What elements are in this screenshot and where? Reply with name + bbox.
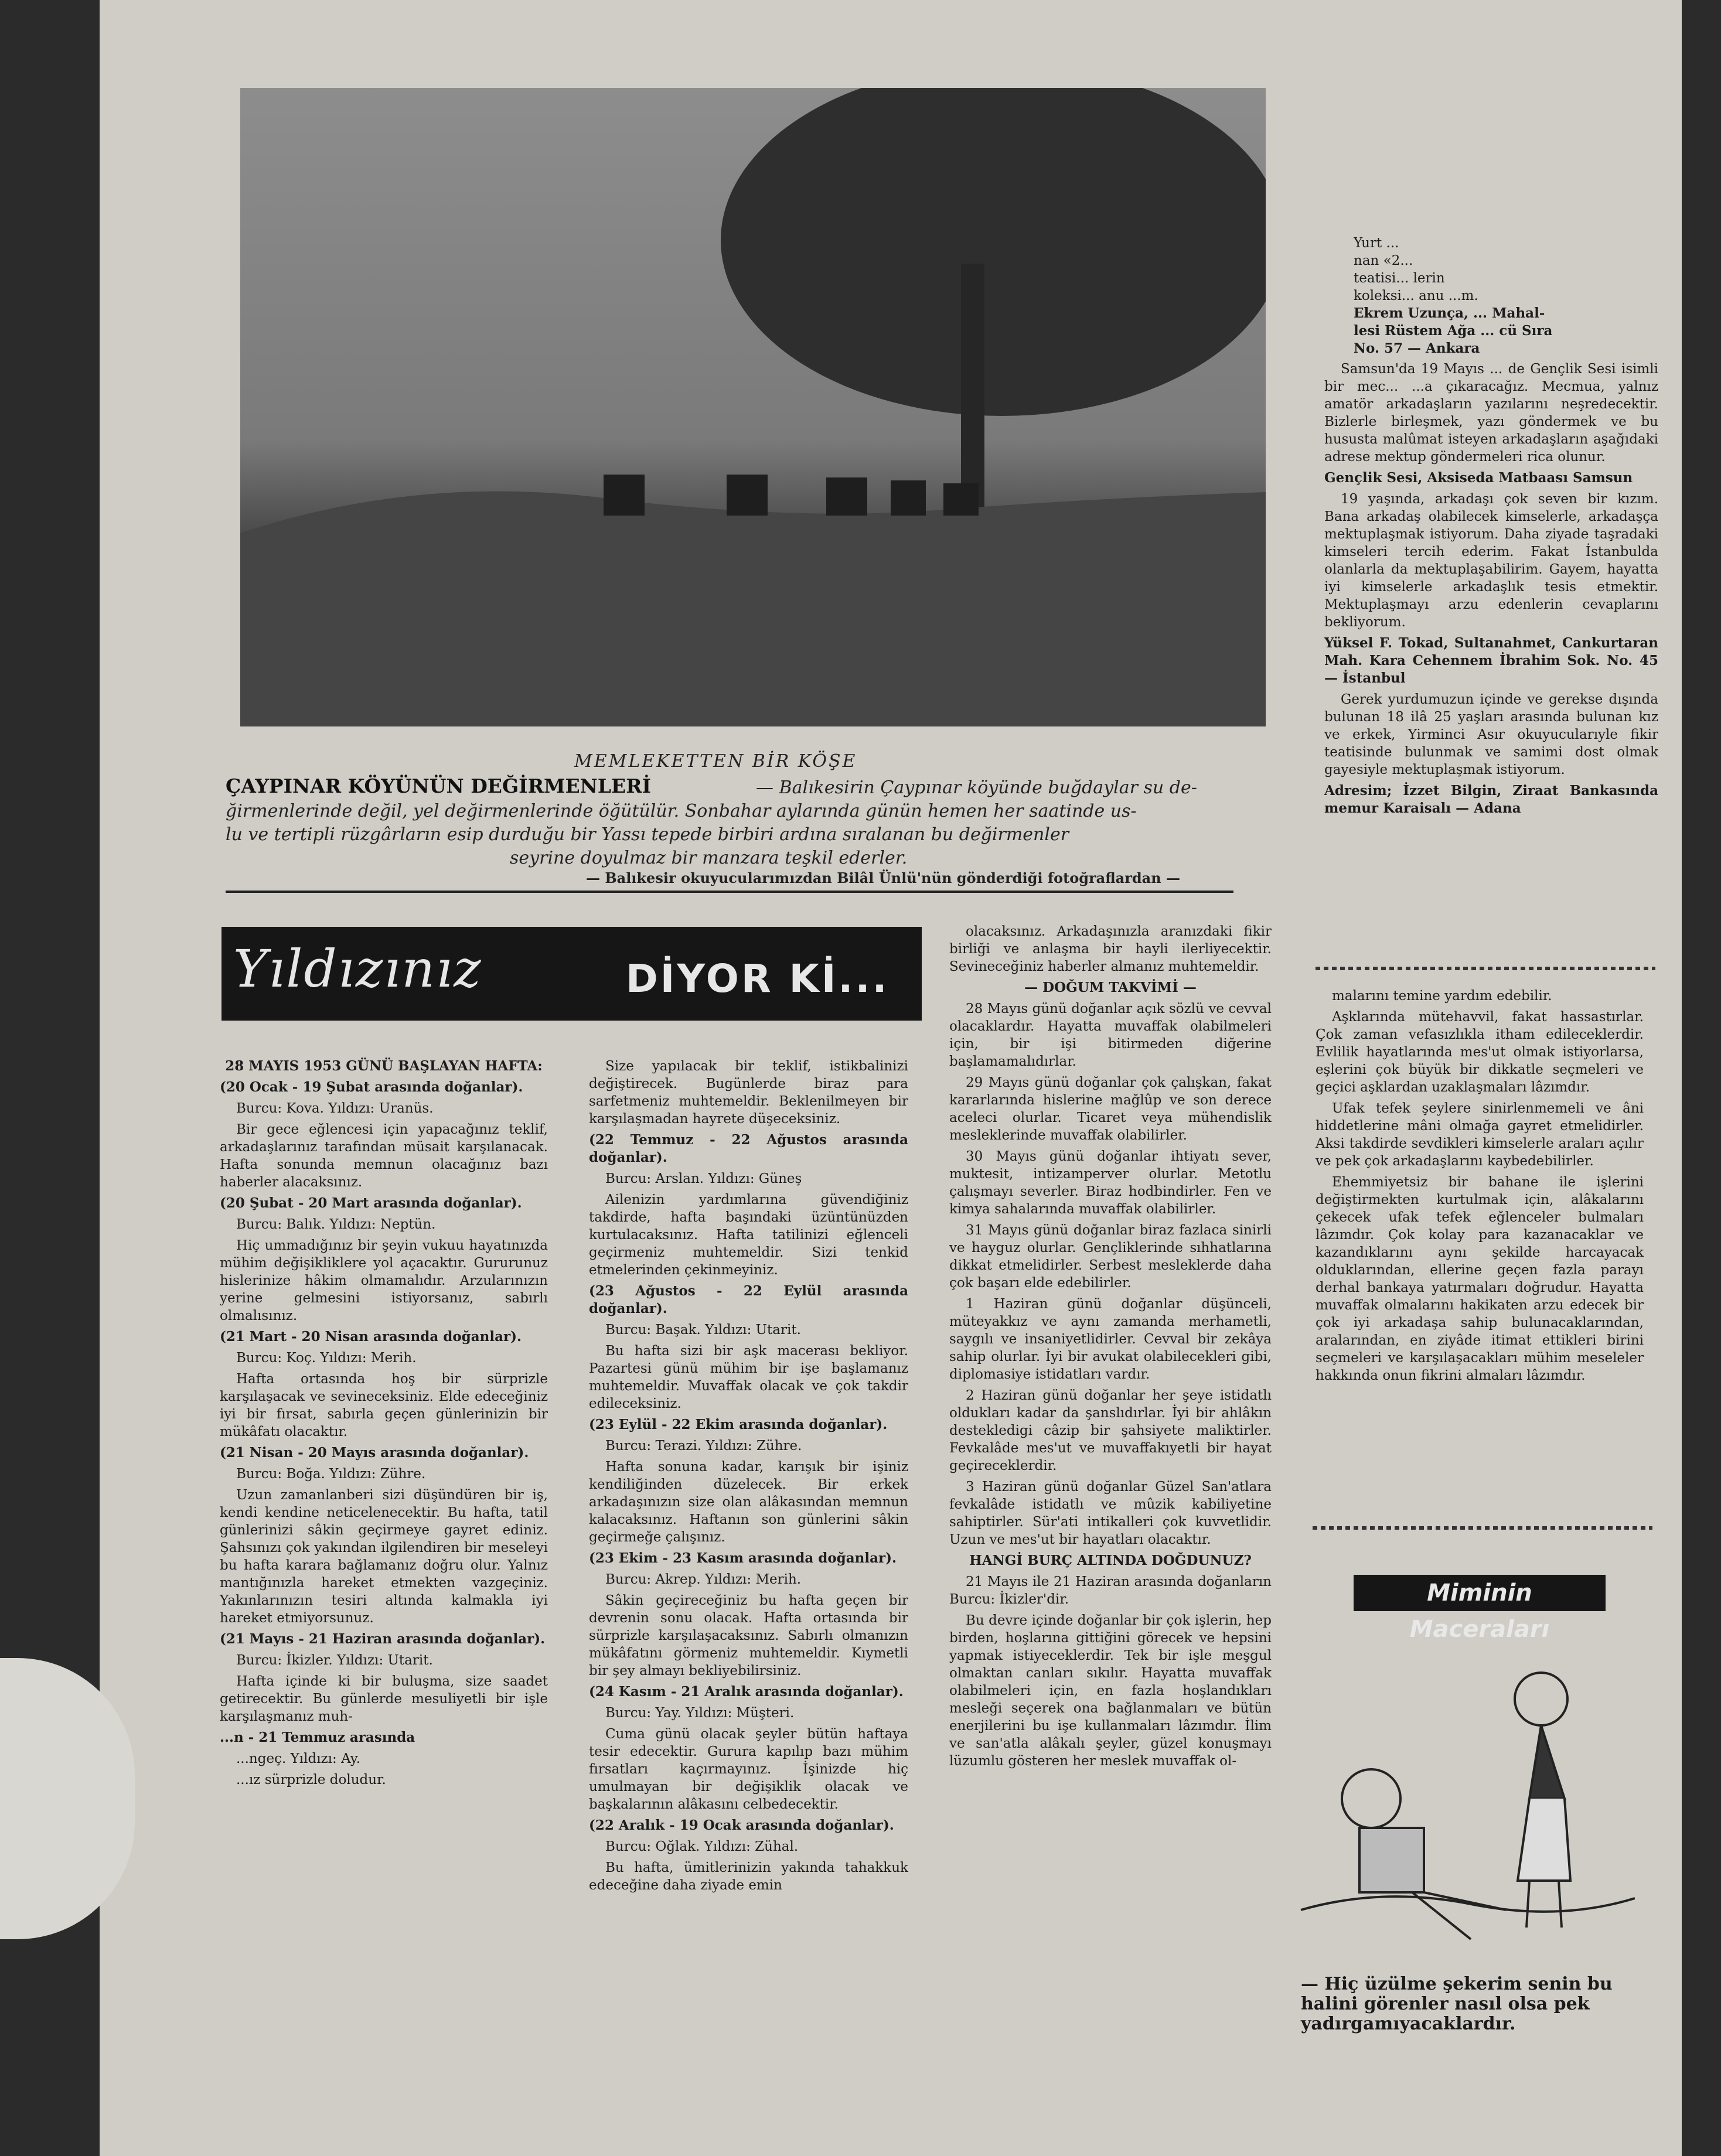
letter: Samsun'da 19 Mayıs ... de Gençlik Sesi isimli bir mec... ...a çıkaracağız. Mecmua, yalnız amatör arkadaşların yazılarını neşredecektir. Bizlerle birleşmek, yazı göndermek ve bu hususta malûmat isteyen arkadaşların aşağıdaki adrese mektup göndermeleri rica olunur. <box>1324 361 1658 465</box>
entry: Hafta sonuna kadar, karışık bir işiniz kendiliğinden düzelecek. Bir erkek arkadaşınızın size olan alâkasından memnun kalacaksınız. Haftanın son günlerini sâkin geçirmeğe çalışınız. <box>589 1459 908 1545</box>
entry: 2 Haziran günü doğanlar her şeye istidatlı oldukları kadar da şanslıdırlar. İyi bir ahlâkın destekledigi câzip bir şahsiyete maliktirler. Fevkalâde mes'ut ve muvaffakıyetli bir hayat geçireceklerdir. <box>949 1388 1272 1473</box>
entry: Burcu: Oğlak. Yıldızı: Zühal. <box>605 1839 799 1854</box>
tree-canopy <box>721 88 1266 416</box>
entry: Burcu: Başak. Yıldızı: Utarit. <box>605 1322 801 1338</box>
entry: ...n - 21 Temmuz arasında <box>220 1729 415 1745</box>
entry: Burcu: Balık. Yıldızı: Neptün. <box>236 1217 436 1232</box>
banner-script: Yıldızınız <box>233 939 482 999</box>
caption-text-1: — Balıkesirin Çaypınar köyünde buğdaylar su de- <box>756 777 1197 798</box>
caption-text-3: lu ve tertipli rüzgârların esip durduğu bir Yassı tepede birbiri ardına sıralanan bu değirmenler <box>226 824 1069 845</box>
entry: Hafta içinde ki bir buluşma, size saadet getirecektir. Bu günlerde mesuliyetli bir işle karşılaşmanız muh- <box>220 1674 548 1724</box>
entry: olacaksınız. Arkadaşınızla aranızdaki fikir birliği ve anlaşma bir hayli ilerliyecektir. Sevineceğiniz haberler almanız muhtemeldir. <box>949 924 1272 974</box>
photo-credit: — Balıkesir okuyucularımızdan Bilâl Ünlü'nün gönderdiği fotoğraflardan — <box>586 869 1181 886</box>
entry: (24 Kasım - 21 Aralık arasında doğanlar). <box>589 1684 904 1700</box>
entry: (21 Mayıs - 21 Haziran arasında doğanlar). <box>220 1631 546 1647</box>
entry: Cuma günü olacak şeyler bütün haftaya tesir edecektir. Gurura kapılıp bazı mühim fırsatları kaçırmayınız. İşinizde hiç umulmayan bir değişiklik olacak ve başkalarının alâkasını celbedecektir. <box>589 1727 908 1812</box>
entry: (22 Aralık - 19 Ocak arasında doğanlar). <box>589 1817 894 1833</box>
entry: (23 Eylül - 22 Ekim arasında doğanlar). <box>589 1417 888 1432</box>
intro: 28 MAYIS 1953 GÜNÜ BAŞLAYAN HAFTA: <box>225 1058 543 1074</box>
entry: 30 Mayıs günü doğanlar ihtiyatı sever, muktesit, intizamperver olurlar. Metotlu çalışmayı severler. Biraz hodbindirler. Fen ve kimya sahalarında muvaffak olabilirler. <box>949 1149 1272 1217</box>
entry: ...ız sürprizle doludur. <box>236 1772 386 1787</box>
entry: (23 Ekim - 23 Kasım arasında doğanlar). <box>589 1550 897 1566</box>
entry: 21 Mayıs ile 21 Haziran arasında doğanların Burcu: İkizler'dir. <box>949 1574 1272 1607</box>
cartoon-caption: — Hiç üzülme şekerim senin bu halini görenler nasıl olsa pek yadırgamıyacaklardır. <box>1301 1974 1613 2034</box>
caption-title: ÇAYPINAR KÖYÜNÜN DEĞİRMENLERİ <box>226 775 652 797</box>
line: No. 57 — Ankara <box>1354 340 1480 356</box>
horoscope-banner <box>221 927 922 1021</box>
line: Yurt ... <box>1354 236 1399 251</box>
address: Yüksel F. Tokad, Sultanahmet, Cankurtaran Mah. Kara Cehennem İbrahim Sok. No. 45 — İstanbul <box>1324 635 1658 686</box>
ground <box>1301 1896 1635 1912</box>
divider <box>1316 967 1655 970</box>
entry: Bu devre içinde doğanlar bir çok işlerin, hep birden, hoşlarına gittiğini görecek ve hepsini yapmak istiyeceklerdir. Tek bir işle meşgul olmaktan canları sıkılır. Hayatta muvaffak olabilmeleri için, en fazla hoşlandıkları mesleği seçerek ona bağlanmaları ve bütün enerjilerini bu işe kullanmaları lâzımdır. İlim ve san'atla alâkalı şeyler, güzel konuşmayı lüzumlu gösteren her meslek muvaffak ol- <box>949 1613 1272 1769</box>
woman-leg <box>1559 1881 1562 1928</box>
entry: Burcu: Yay. Yıldızı: Müşteri. <box>605 1705 795 1721</box>
entry: 3 Haziran günü doğanlar Güzel San'atlara fevkalâde istidatlı ve mûzik kabiliyetine sahiptirler. Sür'ati intikalleri çok kuvvetlidir. Uzun ve mes'ut bir hayatları olacaktır. <box>949 1479 1272 1547</box>
windmill-photo <box>240 88 1266 726</box>
entry: (20 Ocak - 19 Şubat arasında doğanlar). <box>220 1079 523 1095</box>
entry: Burcu: Arslan. Yıldızı: Güneş <box>605 1171 802 1186</box>
horoscope-column-1 <box>220 1057 548 1792</box>
line: nan «2... <box>1354 253 1413 268</box>
entry: 28 Mayıs günü doğanlar açık sözlü ve cevval olacaklardır. Hayatta muvaffak olabilmeleri için, bir işi bitirmeden diğerine başlamamalıdırlar. <box>949 1001 1272 1069</box>
entry: Ailenizin yardımlarına güvendiğiniz takdirde, hafta başındaki üzüntünüzden kurtulacaksınız. Hafta tatilinizi eğlenceli geçirmeniz muhtemeldir. Sizi tenkid etmelerinden çekinmeyiniz. <box>589 1192 908 1278</box>
divider <box>1313 1526 1652 1530</box>
line: koleksi... anu ...m. <box>1354 288 1478 303</box>
caption-rule <box>226 891 1233 893</box>
entry: Sâkin geçireceğiniz bu hafta geçen bir devrenin sonu olacak. Hafta ortasında bir sürprizle karşılaşacaksınız. Sabırlı olmanızın mükâfatını görmeniz muhtemeldir. Kıymetli bir şey almayı bekliyebilirsiniz. <box>589 1593 908 1679</box>
entry: Burcu: İkizler. Yıldızı: Utarit. <box>236 1653 433 1668</box>
entry: (21 Nisan - 20 Mayıs arasında doğanlar). <box>220 1445 529 1461</box>
entry: Size yapılacak bir teklif, istikbalinizi değiştirecek. Bugünlerde biraz para sarfetmeniz muhtemeldir. Beklenilmeyen bir karşılaşmadan hayrete düşeceksiniz. <box>589 1059 908 1127</box>
entry: Burcu: Akrep. Yıldızı: Merih. <box>605 1572 802 1587</box>
section-heading: — DOĞUM TAKVİMİ — <box>1024 980 1197 995</box>
horoscope-column-2 <box>589 1057 908 1898</box>
entry: Ehemmiyetsiz bir bahane ile işlerini değiştirmekten kurtulmak için, alâkalarını çekecek ufak tefek eğlenceler bulmaları lâzımdır. Çok kolay para kazanacaklar ve kazandıklarını aynı şekilde harcayacak olduklarından, ellerine geçen fazla parayı derhal bankaya yatırmaları doğrudur. Hayatta muvaffak olmalarını hakikaten arzu edecek bir çok iyi arkadaşa sahip bulunacaklarından, aralarından, en ziyâde itimat ettikleri birini seçmeleri ve karşılaşacakları mühim meseleler hakkında onun fikrini almaları lâzımdır. <box>1316 1175 1644 1383</box>
caption-header: MEMLEKETTEN BİR KÖŞE <box>574 751 857 772</box>
cartoon-drawing <box>1295 1635 1635 1963</box>
entry: Hiç ummadığınız bir şeyin vukuu hayatınızda mühim değişikliklere yol açacaktır. Gururunuz hislerinize hâkim olmamalıdır. Arzularınızın yerine gelmesini istiyorsanız, sabırlı olmalısınız. <box>220 1238 548 1323</box>
photo-illustration <box>240 88 1266 726</box>
entry: ...ngeç. Yıldızı: Ay. <box>236 1751 361 1766</box>
hill <box>240 492 1266 726</box>
woman-leg <box>1526 1881 1529 1928</box>
pen-pal-column <box>1324 360 1658 821</box>
line: Ekrem Uzunça, ... Mahal- <box>1354 305 1545 321</box>
entry: 1 Haziran günü doğanlar düşünceli, müteyakkız ve aynı zamanda merhametli, saygılı ve insaniyetlidirler. Cevval bir zekâya sahip olurlar. İyi bir avukat olabilecekleri gibi, diplomasiye istidatları vardır. <box>949 1297 1272 1382</box>
cartoon-title: Miminin Maceraları <box>1354 1575 1606 1611</box>
entry: (23 Ağustos - 22 Eylül arasında doğanlar). <box>589 1283 908 1316</box>
entry: Burcu: Boğa. Yıldızı: Zühre. <box>236 1466 426 1482</box>
entry: Aşklarında mütehavvil, fakat hassastırlar. Çok zaman vefasızlıkla itham edileceklerdir. Evlilik hayatlarında mes'ut olmak istiyorlarsa, eşlerini çok büyük bir dikkatle seçmeleri ve geçici aşklardan uzaklaşmaları lâzımdır. <box>1316 1009 1644 1095</box>
entry: (21 Mart - 20 Nisan arasında doğanlar). <box>220 1329 522 1345</box>
woman-head <box>1515 1673 1567 1725</box>
sidebar-top-lines <box>1354 234 1658 357</box>
line: lesi Rüstem Ağa ... cü Sıra <box>1354 323 1553 339</box>
entry: malarını temine yardım edebilir. <box>1332 988 1552 1004</box>
woman-body <box>1529 1725 1565 1799</box>
address: Adresim; İzzet Bilgin, Ziraat Bankasında memur Karaisalı — Adana <box>1324 783 1658 816</box>
entry: Burcu: Koç. Yıldızı: Merih. <box>236 1350 417 1366</box>
horoscope-column-4 <box>1316 987 1644 1388</box>
woman-skirt <box>1518 1799 1570 1881</box>
caption-text-2: ğirmenlerinde değil, yel değirmenlerinde öğütülür. Sonbahar aylarında günün hemen her saatinde us- <box>226 801 1137 821</box>
entry: Bu hafta, ümitlerinizin yakında tahakkuk edeceğine daha ziyade emin <box>589 1860 908 1893</box>
horoscope-column-3 <box>949 923 1272 1773</box>
section-heading: HANGİ BURÇ ALTINDA DOĞDUNUZ? <box>969 1553 1252 1568</box>
entry: Uzun zamanlanberi sizi düşündüren bir iş, kendi kendine neticelenecektir. Bu hafta, tatil günlerinizi sâkin geçirmeye gayret ediniz. Şahsınızı çok yakından ilgilendiren bir meseleyi bu hafta karara bağlamanız doğru olur. Yalnız mantığınızla hareket etmekten vazgeçiniz. Yakınlarınızın tesiri altında kalmakla iyi hareket etmiyorsunuz. <box>220 1488 548 1626</box>
address: Gençlik Sesi, Aksiseda Matbaası Samsun <box>1324 470 1633 486</box>
entry: Burcu: Terazi. Yıldızı: Zühre. <box>605 1438 802 1454</box>
line: teatisi... lerin <box>1354 271 1445 286</box>
letter: 19 yaşında, arkadaşı çok seven bir kızım. Bana arkadaş olabilecek kimselerle, arkadaşça mektuplaşmak istiyorum. Daha ziyade taşradaki kimseleri tercih ederim. Fakat İstanbulda olanlarla da mektuplaşabilirim. Gayem, hayatta iyi kimselerle arkadaşlık tesis etmektir. Mektuplaşmayı arzu edenlerin cevaplarını bekliyorum. <box>1324 492 1658 630</box>
entry: (20 Şubat - 20 Mart arasında doğanlar). <box>220 1195 522 1211</box>
entry: 31 Mayıs günü doğanlar biraz fazlaca sinirli ve hayguz olurlar. Gençliklerinde sıhhatlarına dikkat etmelidirler. Serbest mesleklerde daha çok başarı elde edebilirler. <box>949 1223 1272 1291</box>
entry: Hafta ortasında hoş bir sürprizle karşılaşacak ve sevineceksiniz. Elde edeceğiniz iyi bir fırsat, sabırla geçen günlerinizin bir mükâfatı olacaktır. <box>220 1372 548 1439</box>
entry: Bu hafta sizi bir aşk macerası bekliyor. Pazartesi günü mühim bir işe başlamanız muhtemeldir. Muvaffak olacak ve çok takdir edileceksiniz. <box>589 1343 908 1411</box>
caption-text-4: seyrine doyulmaz bir manzara teşkil ederler. <box>510 848 908 868</box>
man-head <box>1342 1769 1400 1828</box>
banner-caps: DİYOR Kİ... <box>626 956 890 1001</box>
entry: Bir gece eğlencesi için yapacağınız teklif, arkadaşlarınız tarafından müsait karşılanacak. Hafta sonunda memnun olacağınız bazı haberler alacaksınız. <box>220 1122 548 1190</box>
letter: Gerek yurdumuzun içinde ve gerekse dışında bulunan 18 ilâ 25 yaşları arasında bulunan kız ve erkek, Yirminci Asır okuyucularıyle fikir teatisinde bulunmak ve samimi dost olmak gayesiyle mektuplaşmak istiyorum. <box>1324 692 1658 777</box>
entry: Ufak tefek şeylere sinirlenmemeli ve âni hiddetlerine mâni olmağa gayret etmelidirler. Aksi takdirde sevdikleri kimselerle araları açılır ve pek çok arkadaşlarını kaybedebilirler. <box>1316 1101 1644 1169</box>
entry: Burcu: Kova. Yıldızı: Uranüs. <box>236 1101 434 1116</box>
entry: 29 Mayıs günü doğanlar çok çalışkan, fakat kararlarında hislerine mağlûp ve son derece aceleci olurlar. Ticaret veya mühendislik mesleklerinde muvaffak olabilirler. <box>949 1075 1272 1143</box>
man-body <box>1359 1828 1424 1892</box>
entry: (22 Temmuz - 22 Ağustos arasında doğanlar). <box>589 1132 908 1165</box>
